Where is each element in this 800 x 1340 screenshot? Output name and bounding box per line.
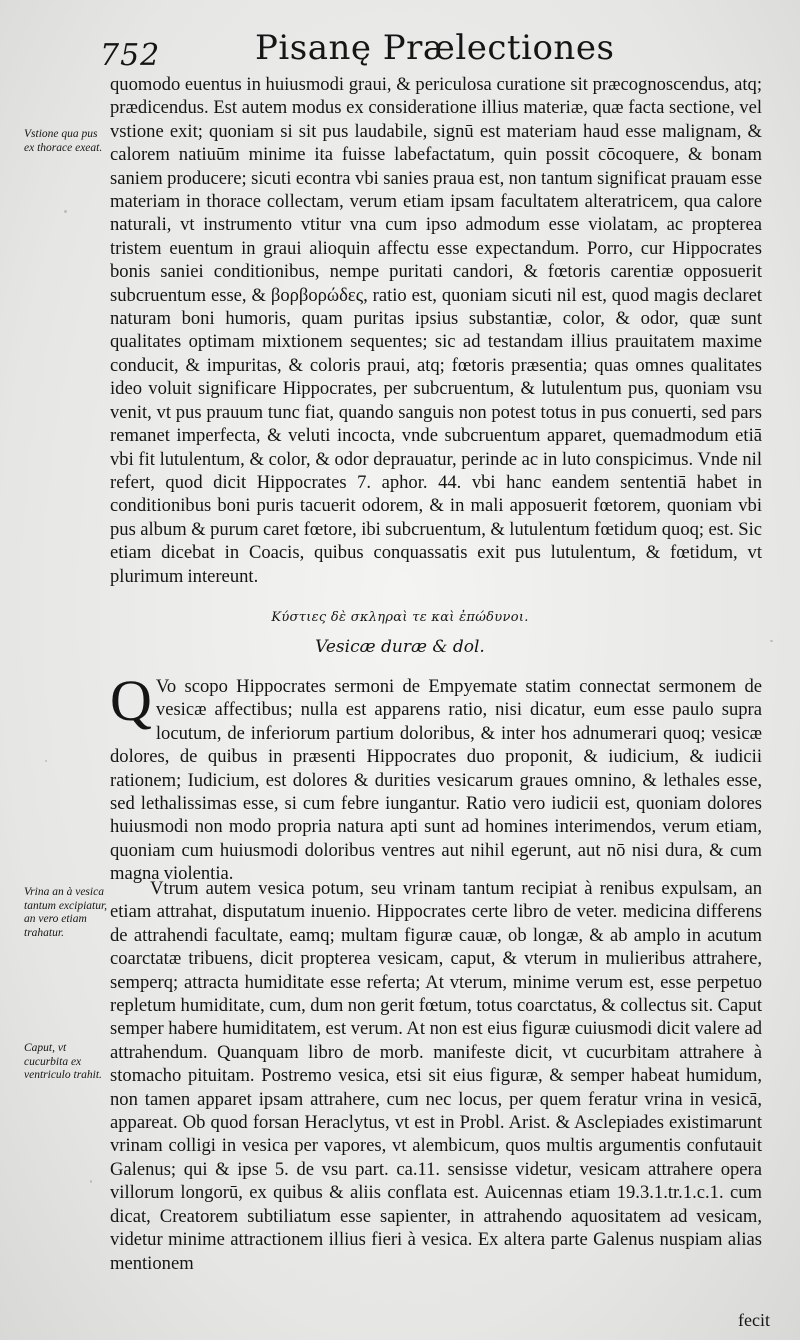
running-head: Pisanę Prælectiones — [255, 28, 615, 68]
marginal-note-caput: Caput, vt cucurbita ex ventriculo trahit. — [24, 1042, 102, 1081]
body-paragraph-3 — [110, 877, 762, 1275]
marginal-note-vrina: Vrina an à vesica tantum excipiatur, an vero etiam trahatur. — [24, 886, 108, 939]
greek-lemma-heading: Κύστιες δὲ σκληραὶ τε καὶ ἐπώδυνοι. — [271, 610, 529, 625]
paper-speck — [45, 760, 47, 762]
latin-lemma-heading: Vesicæ duræ & dol. — [315, 637, 485, 657]
paper-speck — [90, 1180, 92, 1183]
paragraph-text: Vtrum autem vesica potum, seu vrinam tantum recipiat à renibus expulsam, an etiam attrahat, disputatum inuenio. Hippocrates certe libro de veter. medicina differens de attrahendi facultate, eamq; multam figuræ cauæ, ob longæ, & ab amplo in acutum coarctatæ tribuens, dicit propterea vesicam, caput, & vterum in mulieribus attrahere, semperq; attracta humiditate esse referta; At vterum, minime verum est, esse perpetuo repletum humiditate, cum, dum non gerit fœtum, totus coarctatus, & collectus sit. Caput semper habere humiditatem, est verum. At non est eius figuræ cuiusmodi dicit valere ad attrahendum. Quanquam libro de morb. manifeste dicit, vt cucurbitam attrahere à stomacho pituitam. Postremo vesica, etsi sit eius figuræ, & semper habeat humidum, non tamen apparet ipsam attrahere, cum nec locus, per quem feratur vrina in vesicā, appareat. Ob quod forsan Heraclytus, vt est in Probl. Arist. & Asclepiades existimarunt vrinam colligi in vesica per vapores, vt alembicum, quos multis argumentis confutauit Galenus; qui & ipse 5. de vsu part. ca.11. sensisse videtur, vesicam attrahere opera villorum longorū, ex quibus & aliis conflata est. Auicennas etiam 19.3.1.tr.1.c.1. cum dicat, Creatorem subtiliatum esse sapienter, in attrahendo aquositatem ad vesicam, videtur minime attractionem illius fieri à vesica. Ex altera parte Galenus nuspiam alias mentionem — [110, 878, 762, 1274]
page-number: 752 — [100, 38, 161, 73]
paper-speck — [64, 210, 67, 213]
body-paragraph-2 — [110, 668, 762, 886]
catchword: fecit — [738, 1310, 770, 1330]
paragraph-text: quomodo euentus in huiusmodi graui, & periculosa curatione sit præcognoscendus, atq; prædicendus. Est autem modus ex consideratione illius materiæ, quæ facta sectione, vel vstione exit; quoniam si sit pus laudabile, signū est materiam haud esse malignam, & calorem natiuūm minime ita fuisse labefactatum, quin possit cōcoquere, & bonam saniem producere; sicuti econtra vbi sanies praua est, non tantum significat prauam esse materiam in thorace collectam, verum etiam ipsam facultatem alteratricem, qua calore naturali, vt instrumento vtitur vna cum ipso admodum esse violatam, ac propterea tristem euentum in graui alioquin affectu esse expectandum. Porro, cur Hippocrates bonis saniei conditionibus, nempe puritati candori, & fœtoris carentiæ opposuerit subcruentum esse, & βορβορώδες, ratio est, quoniam sicuti nil est, quod magis declaret naturam boni humoris, quam puritas ipsius substantiæ, color, & odor, quæ sunt qualitates optimam mixtionem sequentes; sic ad testandam illius prauitatem maxime conducit, & impuritas, & coloris praui, atq; fœtoris præsentia; quas omnes qualitates ideo voluit significare Hippocrates, per subcruentum, & lutulentum pus, quoniam vsu venit, vt pus prauum tunc fiat, quando sanguis non potest totus in pus conuerti, sed pars remanet imperfecta, & veluti incocta, vnde subcruentum apparet, quemadmodum etiā vbi fit lutulentum, & color, & odor deprauatur, perinde ac in luto conspicimus. Vnde nil refert, quod dicit Hippocrates 7. aphor. 44. vbi hanc eandem sententiā habet in conditionibus boni puris tacuerit odorem, & in mali apposuerit fœtorem, quoniam vbi pus album & purum caret fœtore, ibi subcruentum, & lutulentum fœtidum quoq; est. Sic etiam dicebat in Coacis, quibus conquassatis exit pus lutulentum, & fœtidum, vt plurimum intereunt. — [110, 74, 762, 587]
paragraph-text-with-drop-cap: QVo scopo Hippocrates sermoni de Empyemate statim connectat sermonem de vesicæ affectibus; nulla est apparens ratio, nisi dicatur, eum esse paulo supra locutum, de inferiorum partium doloribus, & inter hos adnumerari quoq; vesicæ dolores, de quibus in præsenti Hippocrates duo proponit, & iudicium, & iudicii rationem; Iudicium, est dolores & durities vesicarum graues omnino, & lethales esse, sed lethalissimas esse, si cum febre iungantur. Ratio vero iudicii est, quoniam dolores huiusmodi non modo propria natura apti sunt ad homines interimendos, verum etiam, quoniam cum huiusmodi doloribus ventres aut nihil egerunt, aut nō nisi dura, & cum magna violentia. — [110, 668, 762, 885]
body-paragraph-1 — [110, 73, 762, 588]
marginal-note-vstione: Vstione qua pus ex thorace exeat. — [24, 128, 103, 154]
paper-speck — [770, 640, 773, 642]
